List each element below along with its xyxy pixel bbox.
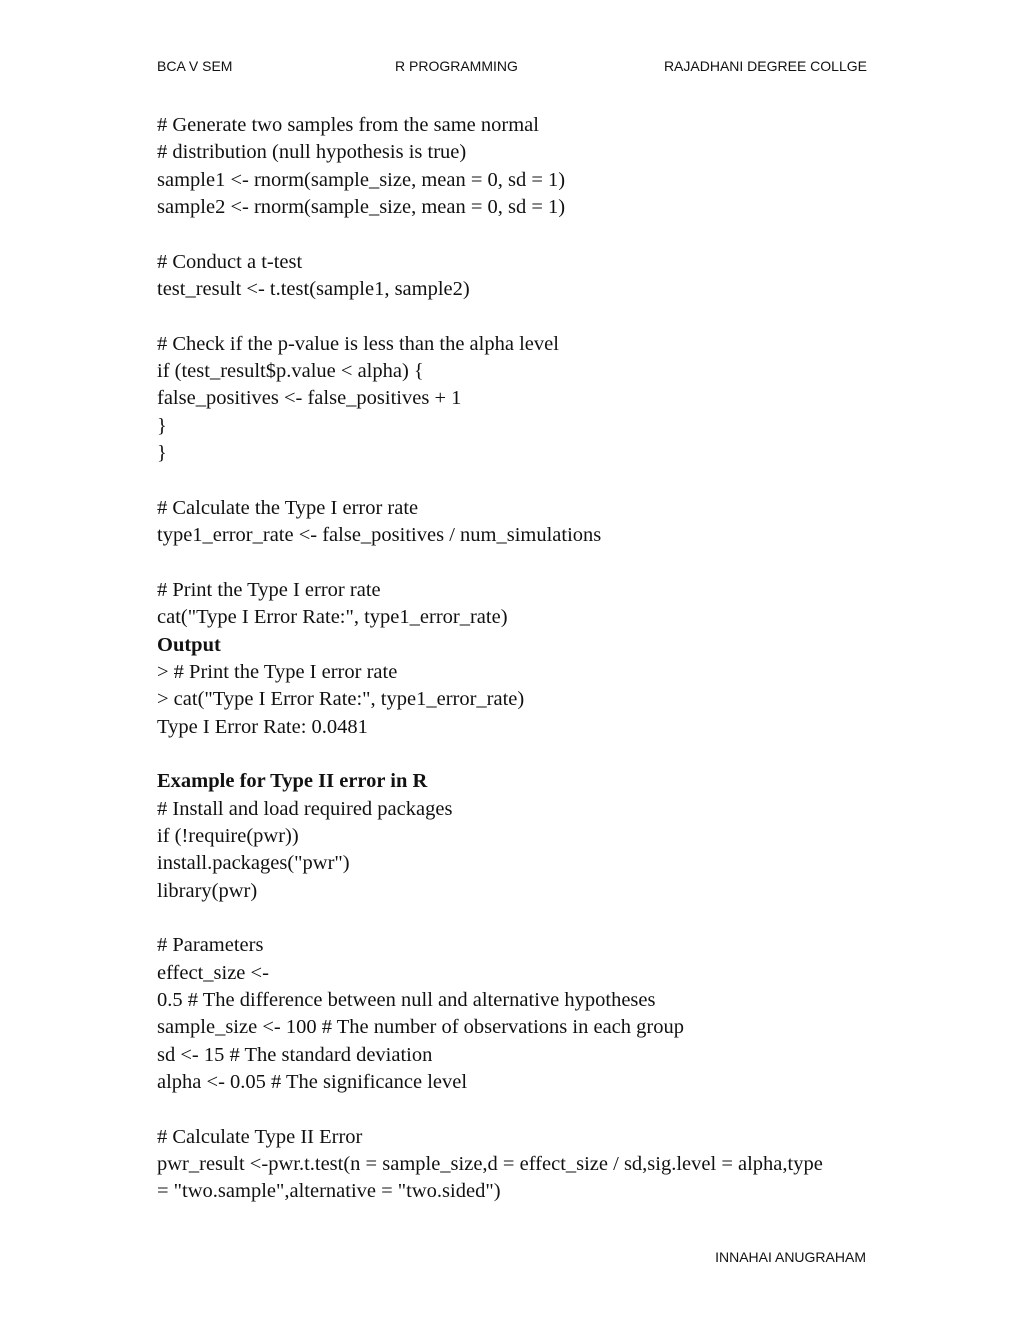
blank-line xyxy=(157,741,877,768)
code-line: 0.5 # The difference between null and alternative hypotheses xyxy=(157,989,656,1011)
page-footer: INNAHAI ANUGRAHAM xyxy=(715,1249,866,1265)
blank-line xyxy=(157,550,877,577)
code-line: > # Print the Type I error rate xyxy=(157,660,398,683)
code-line: if (!require(pwr)) xyxy=(157,824,299,847)
code-line: Type I Error Rate: 0.0481 xyxy=(157,715,368,738)
code-line: # Generate two samples from the same normal xyxy=(157,114,539,136)
code-line: > cat("Type I Error Rate:", type1_error_rate) xyxy=(157,688,525,711)
code-line: # Print the Type I error rate xyxy=(157,578,381,601)
page-header xyxy=(157,58,867,78)
code-line: false_positives <- false_positives + 1 xyxy=(157,387,462,410)
blank-line xyxy=(157,1096,877,1123)
code-line: # distribution (null hypothesis is true) xyxy=(157,141,467,164)
code-line: sample1 <- rnorm(sample_size, mean = 0, sd = 1) xyxy=(157,168,566,191)
blank-line xyxy=(157,303,877,330)
code-line: # Calculate the Type I error rate xyxy=(157,496,419,519)
section-heading: Example for Type II error in R xyxy=(157,770,428,793)
code-line: } xyxy=(157,414,167,437)
blank-line xyxy=(157,467,877,494)
blank-line xyxy=(157,221,877,248)
section-heading: Output xyxy=(157,633,221,656)
code-line: effect_size <- xyxy=(157,961,269,984)
code-line: # Calculate Type II Error xyxy=(157,1125,363,1148)
header-subject: R PROGRAMMING xyxy=(395,58,518,74)
code-line: library(pwr) xyxy=(157,879,258,902)
code-line: alpha <- 0.05 # The significance level xyxy=(157,1071,468,1094)
code-line: type1_error_rate <- false_positives / num_simulations xyxy=(157,524,602,547)
code-line: # Install and load required packages xyxy=(157,797,453,820)
code-line: # Conduct a t-test xyxy=(157,250,303,273)
code-line: sample_size <- 100 # The number of observations in each group xyxy=(157,1016,684,1039)
header-course: BCA V SEM xyxy=(157,58,233,74)
code-line: test_result <- t.test(sample1, sample2) xyxy=(157,278,470,301)
code-line: pwr_result <-pwr.t.test(n = sample_size,d = effect_size / sd,sig.level = alpha,type xyxy=(157,1153,823,1176)
code-line: sd <- 15 # The standard deviation xyxy=(157,1043,433,1066)
code-line: sample2 <- rnorm(sample_size, mean = 0, sd = 1) xyxy=(157,196,566,219)
code-line: = "two.sample",alternative = "two.sided") xyxy=(157,1180,501,1203)
code-line: # Check if the p-value is less than the alpha level xyxy=(157,332,559,355)
code-line: # Parameters xyxy=(157,934,264,957)
code-line: cat("Type I Error Rate:", type1_error_rate) xyxy=(157,606,508,629)
code-line: if (test_result$p.value < alpha) { xyxy=(157,360,424,383)
code-listing xyxy=(157,112,877,1206)
header-college: RAJADHANI DEGREE COLLGE xyxy=(663,58,867,74)
code-line: install.packages("pwr") xyxy=(157,852,350,875)
blank-line xyxy=(157,905,877,932)
code-line: } xyxy=(157,442,167,465)
